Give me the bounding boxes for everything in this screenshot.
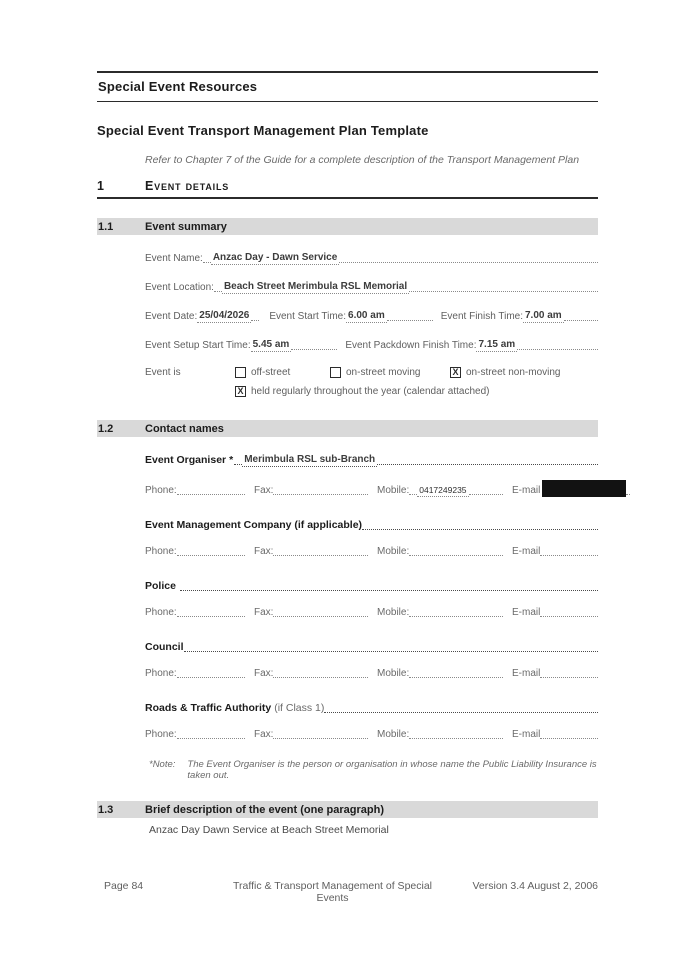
packdown-time-label: Event Packdown Finish Time: <box>345 340 477 351</box>
document-subtitle: Refer to Chapter 7 of the Guide for a complete description of the Transport Management Plan <box>145 154 580 166</box>
footer-document-name: Traffic & Transport Management of Special Events <box>232 880 432 904</box>
contact-name-row-police <box>145 580 598 593</box>
fax-field[interactable] <box>273 555 368 556</box>
section-1-3-title: Brief description of the event (one paragraph) <box>145 803 384 816</box>
contact-name: Roads & Traffic Authority <box>145 702 272 714</box>
page-footer <box>97 880 598 904</box>
checkbox-label: held regularly throughout the year (calendar attached) <box>251 386 490 397</box>
fax-field[interactable] <box>273 677 368 678</box>
dotted-leader <box>339 262 598 263</box>
contact-name: Event Organiser <box>145 454 227 466</box>
event-location-field[interactable]: Beach Street Merimbula RSL Memorial <box>223 281 408 292</box>
contact-name: Council <box>145 641 184 653</box>
mobile-label: Mobile: <box>377 729 410 740</box>
checkbox-held-regularly[interactable] <box>235 386 489 397</box>
fax-label: Fax: <box>254 729 274 740</box>
contact-detail-row <box>145 480 598 497</box>
dotted-leader <box>362 529 598 530</box>
phone-label: Phone: <box>145 668 177 679</box>
dotted-leader <box>409 291 598 292</box>
event-date-row <box>145 309 598 323</box>
email-label: E-mail <box>512 485 541 496</box>
dotted-leader <box>626 494 630 495</box>
contact-detail-row <box>145 545 598 558</box>
checkbox-on-street-moving[interactable] <box>330 367 450 378</box>
redacted-email-value <box>542 480 626 497</box>
event-date-label: Event Date: <box>145 311 198 322</box>
contact-name-row-management-company <box>145 519 598 532</box>
email-field[interactable] <box>540 677 598 678</box>
mobile-label: Mobile: <box>377 607 410 618</box>
mobile-field[interactable] <box>409 738 503 739</box>
note-text: The Event Organiser is the person or organisation in whose name the Public Liability Insurance is taken out. <box>187 759 597 781</box>
contact-detail-row <box>145 728 598 741</box>
email-field[interactable] <box>540 616 598 617</box>
setup-time-field[interactable]: 5.45 am <box>252 339 290 350</box>
start-time-field[interactable]: 6.00 am <box>348 310 385 321</box>
mobile-field[interactable] <box>409 677 503 678</box>
checkbox-label: on-street non-moving <box>466 367 561 378</box>
phone-field[interactable] <box>177 738 245 739</box>
contact-name-row-council <box>145 641 598 654</box>
note-label: *Note: <box>149 759 176 770</box>
event-description-text: Anzac Day Dawn Service at Beach Street Memorial <box>149 824 389 836</box>
email-label: E-mail <box>512 607 541 618</box>
mobile-label: Mobile: <box>377 485 410 496</box>
contact-detail-row <box>145 606 598 619</box>
event-location-label: Event Location: <box>145 282 214 293</box>
finish-time-field[interactable]: 7.00 am <box>525 310 562 321</box>
phone-field[interactable] <box>177 616 245 617</box>
fax-field[interactable] <box>273 616 368 617</box>
phone-label: Phone: <box>145 485 177 496</box>
dotted-leader <box>324 712 598 713</box>
mobile-label: Mobile: <box>377 668 410 679</box>
event-setup-row <box>145 338 598 352</box>
section-1-1-title: Event summary <box>145 220 227 233</box>
mobile-label: Mobile: <box>377 546 410 557</box>
dotted-leader <box>469 494 503 495</box>
fax-label: Fax: <box>254 668 274 679</box>
email-label: E-mail <box>512 668 541 679</box>
section-1-1-bar <box>97 218 598 235</box>
email-field[interactable] <box>540 738 598 739</box>
fax-field[interactable] <box>273 738 368 739</box>
phone-field[interactable] <box>177 677 245 678</box>
section-1-1-number: 1.1 <box>98 220 114 233</box>
dotted-leader <box>377 464 598 465</box>
section-1-number: 1 <box>97 179 104 193</box>
phone-field[interactable] <box>177 555 245 556</box>
checkbox-box[interactable] <box>235 367 246 378</box>
mobile-field[interactable] <box>409 616 503 617</box>
event-name-label: Event Name: <box>145 253 203 264</box>
event-type-row <box>145 367 598 378</box>
event-location-row <box>145 280 598 294</box>
contact-name: Event Management Company (if applicable) <box>145 519 363 531</box>
fax-field[interactable] <box>273 494 368 495</box>
contact-name-row-rta <box>145 702 598 715</box>
organiser-name-field[interactable]: Merimbula RSL sub-Branch <box>244 454 376 465</box>
phone-label: Phone: <box>145 607 177 618</box>
section-1-2-number: 1.2 <box>98 422 114 435</box>
packdown-time-field[interactable]: 7.15 am <box>478 339 516 350</box>
organiser-mobile-field[interactable]: 0417249235 <box>419 485 467 495</box>
section-1-2-bar <box>97 420 598 437</box>
phone-label: Phone: <box>145 729 177 740</box>
document-title: Special Event Transport Management Plan Template <box>97 123 429 138</box>
event-is-label: Event is <box>145 367 181 378</box>
email-label: E-mail <box>512 729 541 740</box>
finish-time-label: Event Finish Time: <box>440 311 523 322</box>
section-1-heading <box>97 179 598 199</box>
setup-time-label: Event Setup Start Time: <box>145 340 251 351</box>
checkbox-box[interactable] <box>330 367 341 378</box>
checkbox-off-street[interactable] <box>235 367 330 378</box>
checkbox-box[interactable]: X <box>235 386 246 397</box>
mobile-field[interactable] <box>409 555 503 556</box>
contact-name: Police <box>145 580 176 592</box>
dotted-leader <box>564 320 598 321</box>
section-1-3-bar <box>97 801 598 818</box>
dotted-leader <box>291 349 337 350</box>
fax-label: Fax: <box>254 485 274 496</box>
event-regular-row <box>235 386 598 397</box>
page-header-title: Special Event Resources <box>98 79 258 94</box>
phone-label: Phone: <box>145 546 177 557</box>
page-header <box>97 71 598 102</box>
footer-version: Version 3.4 August 2, 2006 <box>472 880 598 892</box>
fax-label: Fax: <box>254 546 274 557</box>
dotted-leader <box>234 464 242 465</box>
email-label: E-mail <box>512 546 541 557</box>
event-name-field[interactable]: Anzac Day - Dawn Service <box>212 252 338 263</box>
dotted-leader <box>203 262 211 263</box>
checkbox-box[interactable]: X <box>450 367 461 378</box>
checkbox-label: on-street moving <box>346 367 421 378</box>
organiser-asterisk: * <box>229 454 234 466</box>
dotted-leader <box>387 320 433 321</box>
email-field[interactable] <box>540 555 598 556</box>
start-time-label: Event Start Time: <box>269 311 347 322</box>
organiser-note <box>149 759 598 781</box>
dotted-leader <box>409 494 417 495</box>
contact-name-row-organiser <box>145 453 598 467</box>
section-1-2-title: Contact names <box>145 422 224 435</box>
event-date-field[interactable]: 25/04/2026 <box>199 310 250 321</box>
dotted-leader <box>251 320 259 321</box>
phone-field[interactable] <box>177 494 245 495</box>
contact-qualifier: (if Class 1) <box>274 702 325 714</box>
dotted-leader <box>214 291 222 292</box>
contact-detail-row <box>145 667 598 680</box>
section-1-title: Event details <box>145 179 230 193</box>
checkbox-on-street-non-moving[interactable] <box>450 367 561 378</box>
dotted-leader <box>180 590 598 591</box>
dotted-leader <box>184 651 599 652</box>
dotted-leader <box>517 349 598 350</box>
event-name-row <box>145 251 598 265</box>
footer-page-number: Page 84 <box>104 880 144 892</box>
fax-label: Fax: <box>254 607 274 618</box>
section-1-3-number: 1.3 <box>98 803 114 816</box>
header-bottom-rule <box>97 101 598 102</box>
checkbox-label: off-street <box>251 367 291 378</box>
